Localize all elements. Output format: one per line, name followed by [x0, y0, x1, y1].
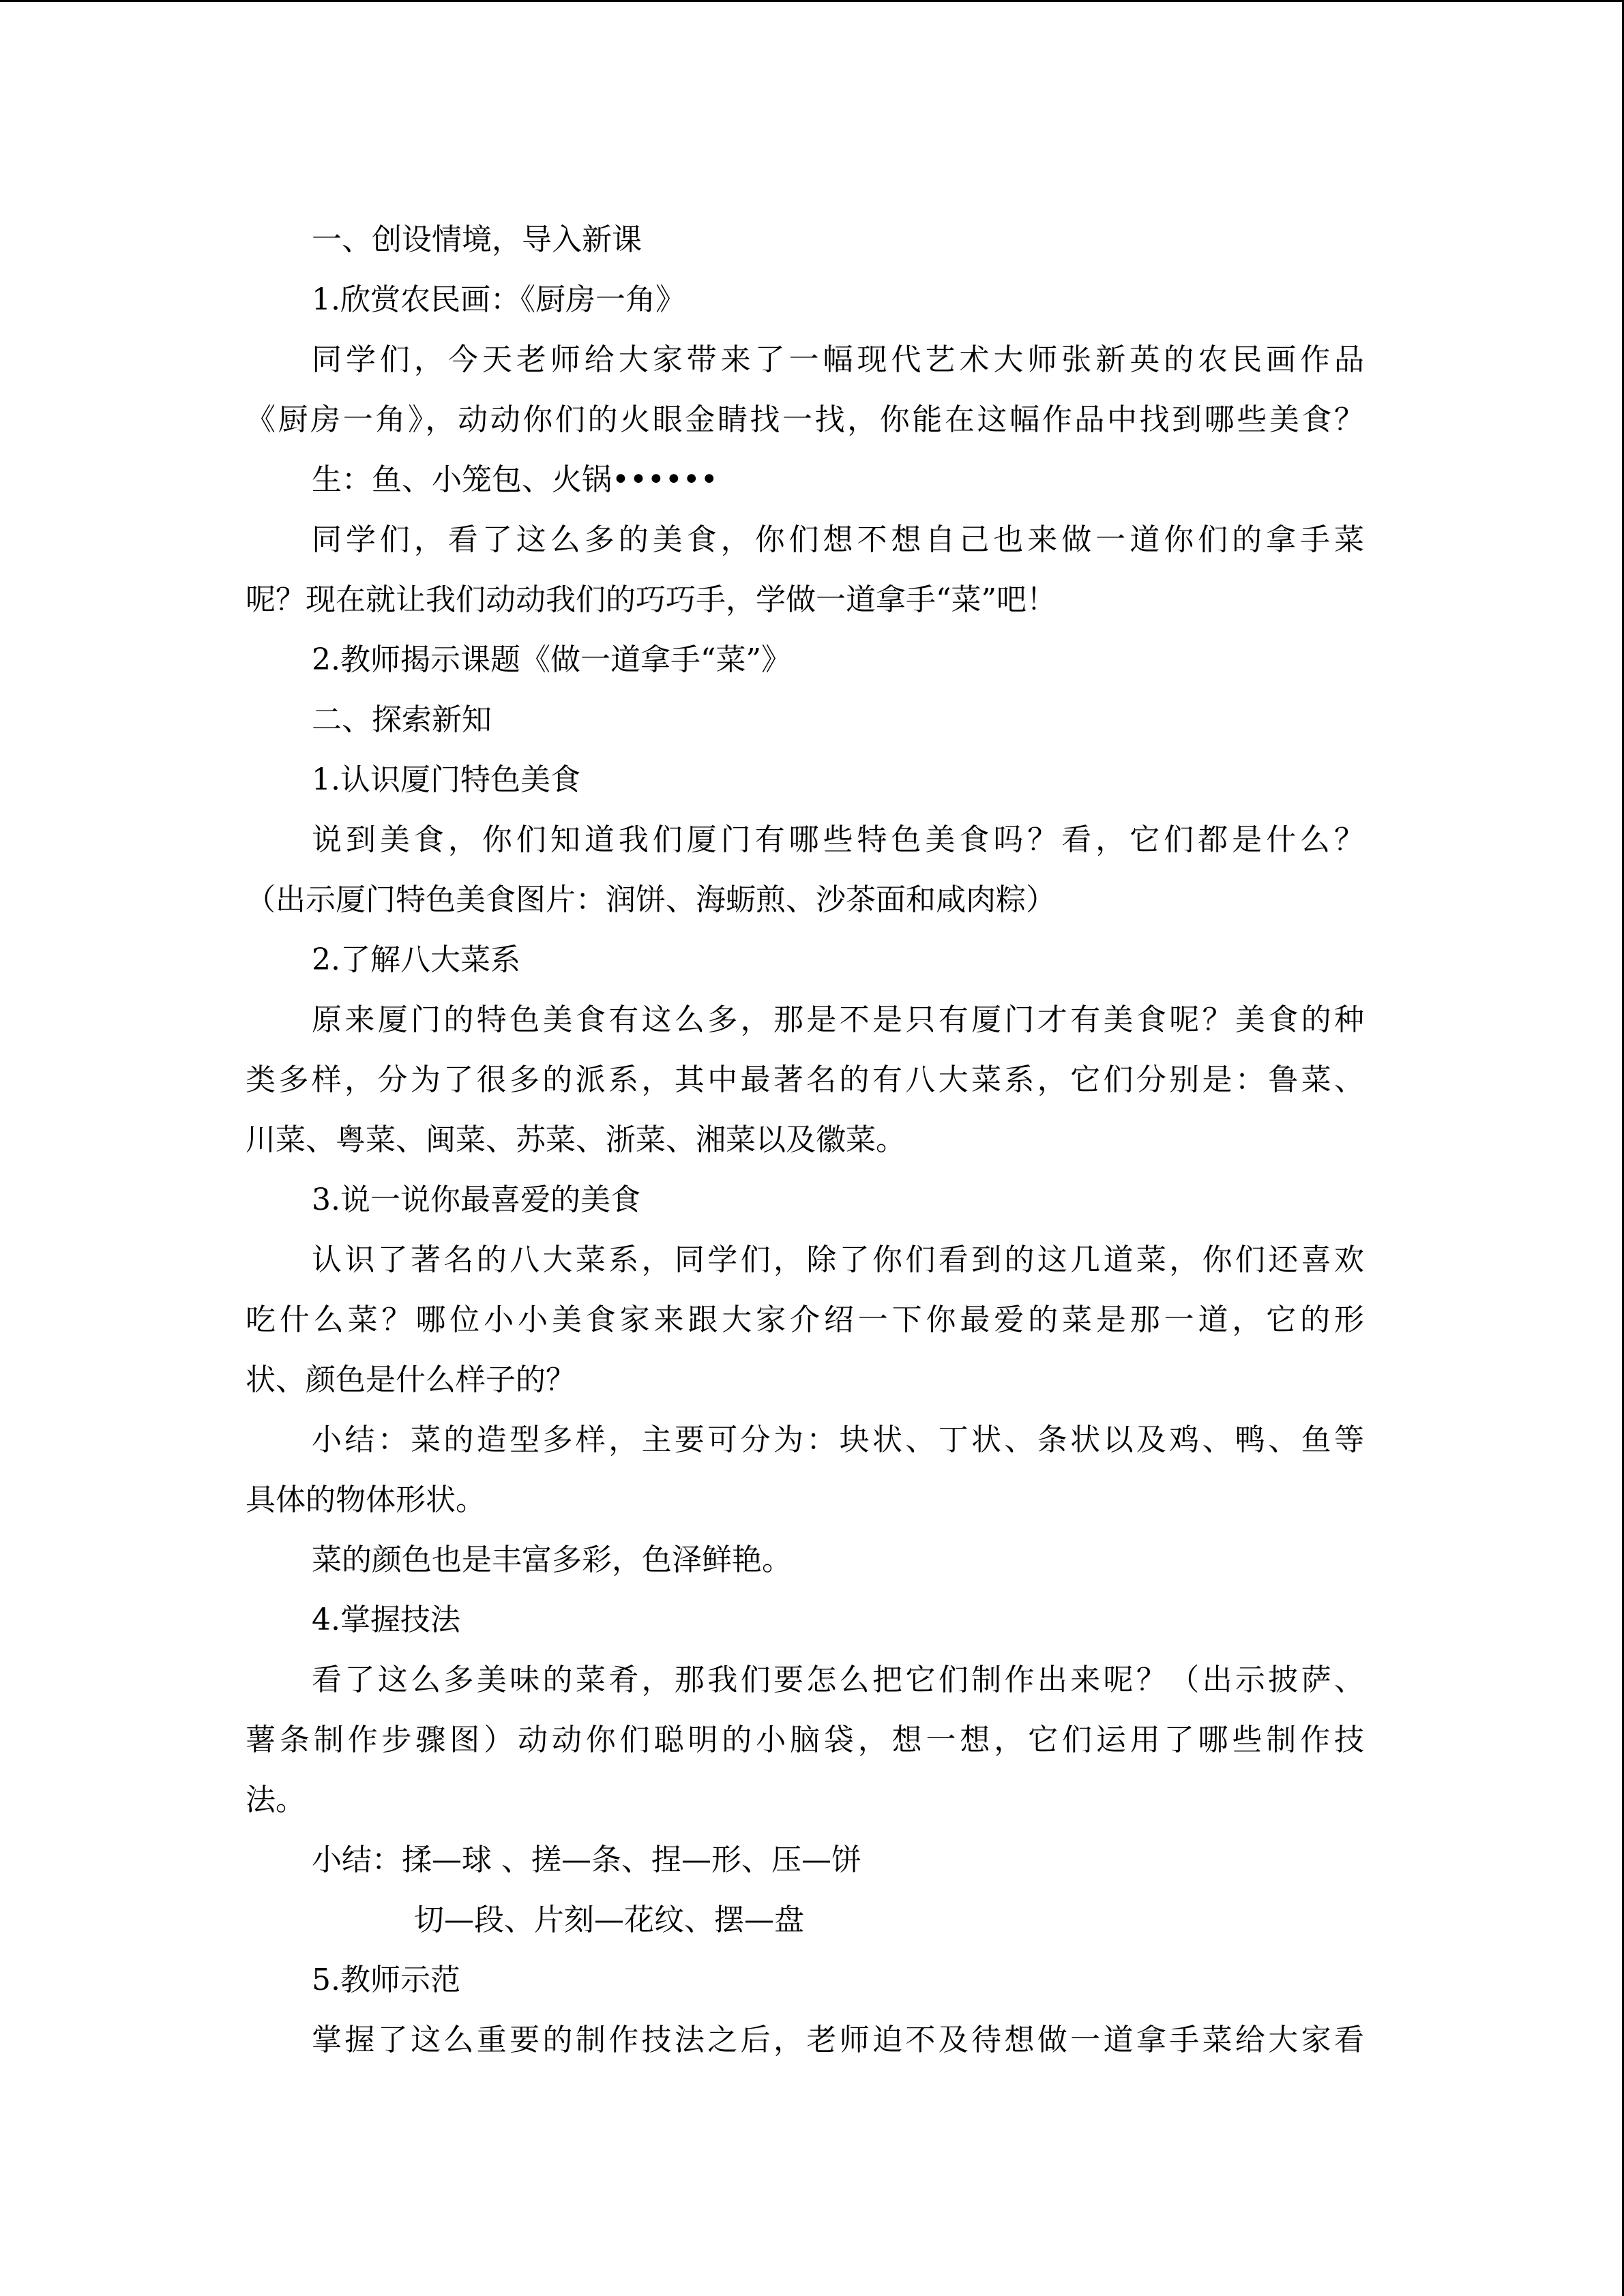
paragraph-line: 菜的颜色也是丰富多彩，色泽鲜艳。	[312, 1542, 792, 1577]
paragraph-line: 吃什么菜？哪位小小美食家来跟大家介绍一下你最爱的菜是那一道，它的形	[246, 1302, 1364, 1337]
paragraph-line: 认识了著名的八大菜系，同学们，除了你们看到的这几道菜，你们还喜欢	[312, 1242, 1364, 1277]
subheading: 5.教师示范	[312, 1963, 460, 1997]
summary-line: 小结：揉—球 、搓—条、捏—形、压—饼	[312, 1843, 861, 1877]
paragraph-line: （出示厦门特色美食图片：润饼、海蛎煎、沙茶面和咸肉粽）	[246, 882, 1056, 917]
summary-line: 切—段、片刻—花纹、摆—盘	[414, 1903, 804, 1937]
paragraph-line: 类多样，分为了很多的派系，其中最著名的有八大菜系，它们分别是：鲁菜、	[246, 1062, 1364, 1097]
subheading: 2.了解八大菜系	[312, 942, 520, 977]
paragraph-line: 法。	[246, 1783, 306, 1817]
summary-line: 小结：菜的造型多样，主要可分为：块状、丁状、条状以及鸡、鸭、鱼等	[312, 1422, 1364, 1457]
summary-line: 具体的物体形状。	[246, 1482, 486, 1517]
paragraph-line: 说到美食，你们知道我们厦门有哪些特色美食吗？看，它们都是什么？	[312, 822, 1364, 857]
paragraph-line: 同学们，看了这么多的美食，你们想不想自己也来做一道你们的拿手菜	[312, 522, 1364, 557]
paragraph-line: 看了这么多美味的菜肴，那我们要怎么把它们制作出来呢？（出示披萨、	[312, 1663, 1364, 1697]
paragraph-line: 原来厦门的特色美食有这么多，那是不是只有厦门才有美食呢？美食的种	[312, 1002, 1364, 1037]
section-heading: 二、探索新知	[312, 702, 492, 737]
subheading: 3.说一说你最喜爱的美食	[312, 1182, 640, 1217]
paragraph-line: 掌握了这么重要的制作技法之后，老师迫不及待想做一道拿手菜给大家看	[312, 2023, 1364, 2057]
paragraph-line: 状、颜色是什么样子的？	[246, 1362, 576, 1397]
paragraph-line: 《厨房一角》，动动你们的火眼金睛找一找，你能在这幅作品中找到哪些美食？	[246, 402, 1364, 437]
subheading: 1.认识厦门特色美食	[312, 762, 580, 797]
paragraph-line: 薯条制作步骤图）动动你们聪明的小脑袋，想一想，它们运用了哪些制作技	[246, 1723, 1364, 1757]
section-heading: 一、创设情境，导入新课	[312, 222, 642, 257]
subheading: 4.掌握技法	[312, 1602, 460, 1637]
paragraph-line: 川菜、粤菜、闽菜、苏菜、浙菜、湘菜以及徽菜。	[246, 1122, 906, 1157]
paragraph-line: 呢？现在就让我们动动我们的巧巧手，学做一道拿手“菜”吧！	[246, 582, 1057, 617]
paragraph-line: 同学们，今天老师给大家带来了一幅现代艺术大师张新英的农民画作品	[312, 342, 1364, 377]
subheading: 2.教师揭示课题《做一道拿手“菜”》	[312, 642, 791, 677]
paragraph-line: 生：鱼、小笼包、火锅••••••	[312, 462, 718, 497]
subheading: 1.欣赏农民画：《厨房一角》	[312, 282, 685, 317]
document-body	[246, 210, 1364, 2070]
